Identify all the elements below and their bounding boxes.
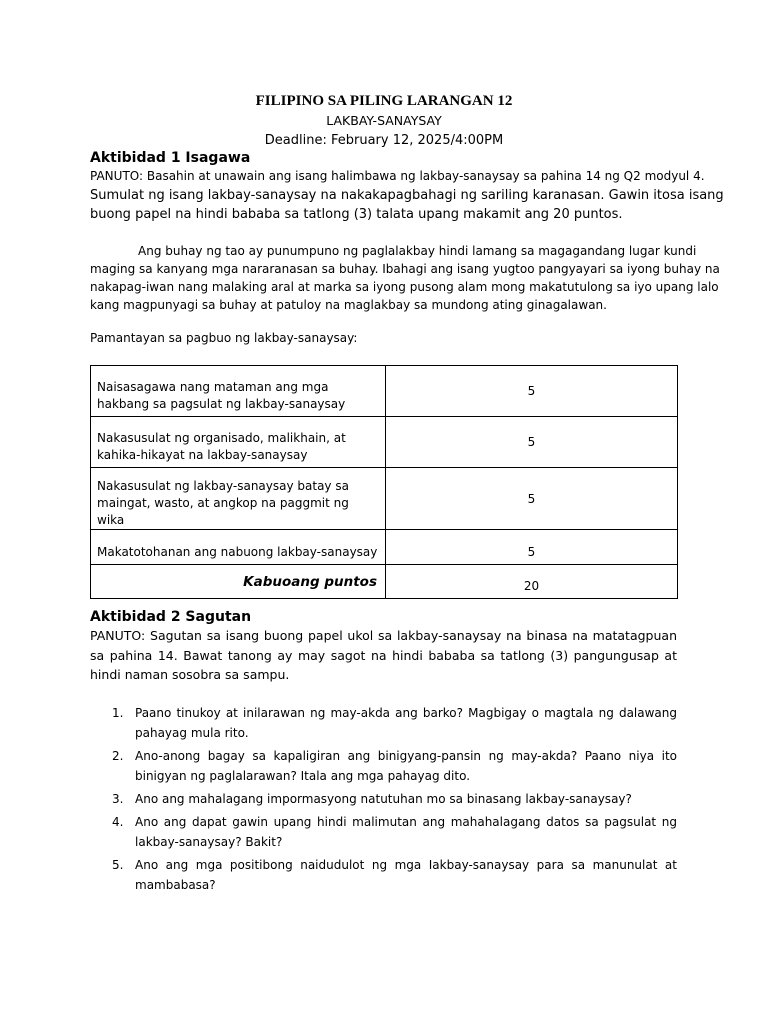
total-points: 20 [386, 565, 678, 599]
activity1-paragraph-line: Ang buhay ng tao ay punumpuno ng paglalakbay hindi lamang sa magagandang lugar kundi [138, 244, 697, 258]
criteria-text: Nakasusulat ng organisado, malikhain, at kahika-hikayat na lakbay-sanaysay [91, 417, 386, 468]
question-text: Ano-anong bagay sa kapaligiran ang binigyang-pansin ng may-akda? Paano niya ito binigyan ng paglalarawan? Itala ang mga pahayag dito. [135, 749, 677, 783]
total-label: Kabuoang puntos [91, 565, 386, 599]
list-item [90, 789, 677, 809]
activity2-heading: Aktibidad 2 Sagutan [90, 609, 252, 625]
activity2-instructions: PANUTO: Sagutan sa isang buong papel ukol sa lakbay-sanaysay na binasa na matatagpuan sa pahina 14. Bawat tanong ay may sagot na hindi bababa sa tatlong (3) pangungusap at hindi naman sosobra sa sampu. [90, 628, 677, 682]
question-number: 4. [112, 815, 124, 829]
list-item [90, 855, 677, 895]
criteria-table [90, 365, 678, 599]
criteria-points: 5 [386, 417, 678, 468]
criteria-points: 5 [386, 366, 678, 417]
question-number: 1. [112, 706, 124, 720]
table-row [91, 417, 678, 468]
activity1-paragraph-line: maging sa kanyang mga nararanasan sa buhay. Ibahagi ang isang yugtoo pangyayari sa iyong buhay na [90, 262, 720, 276]
question-text: Ano ang dapat gawin upang hindi malimutan ang mahahalagang datos sa pagsulat ng lakbay-sanaysay? Bakit? [135, 815, 677, 849]
table-row [91, 468, 678, 530]
activity1-instruction-line: Sumulat ng isang lakbay-sanaysay na nakakapagbahagi ng sariling karanasan. Gawin itosa isang [90, 188, 724, 203]
list-item [90, 746, 677, 786]
activity1-instruction-line: PANUTO: Basahin at unawain ang isang halimbawa ng lakbay-sanaysay sa pahina 14 ng Q2 modyul 4. [90, 169, 705, 183]
table-row [91, 530, 678, 565]
criteria-points: 5 [386, 530, 678, 565]
criteria-text: Nakasusulat ng lakbay-sanaysay batay sa maingat, wasto, at angkop na paggmit ng wika [91, 468, 386, 530]
criteria-label: Pamantayan sa pagbuo ng lakbay-sanaysay: [90, 331, 358, 345]
activity1-paragraph-line: kang magpunyagi sa buhay at patuloy na maglakbay sa mundong ating ginagalawan. [90, 298, 607, 312]
list-item [90, 812, 677, 852]
deadline: Deadline: February 12, 2025/4:00PM [264, 133, 504, 148]
questions-list [90, 703, 677, 898]
question-number: 2. [112, 749, 124, 763]
table-row [91, 366, 678, 417]
list-item [90, 703, 677, 743]
document-subtitle: LAKBAY-SANAYSAY [326, 113, 442, 128]
question-text: Paano tinukoy at inilarawan ng may-akda ang barko? Magbigay o magtala ng dalawang pahayag mula rito. [135, 706, 677, 740]
criteria-text: Naisasagawa nang mataman ang mga hakbang sa pagsulat ng lakbay-sanaysay [91, 366, 386, 417]
question-text: Ano ang mga positibong naidudulot ng mga Iakbay-sanaysay para sa manunulat at mambabasa? [135, 858, 677, 892]
criteria-text: Makatotohanan ang nabuong lakbay-sanaysay [91, 530, 386, 565]
question-number: 3. [112, 792, 124, 806]
criteria-points: 5 [386, 468, 678, 530]
question-number: 5. [112, 858, 124, 872]
document-title: FILIPINO SA PILING LARANGAN 12 [255, 93, 513, 109]
question-text: Ano ang mahalagang impormasyong natutuhan mo sa binasang lakbay-sanaysay? [135, 792, 632, 806]
activity1-paragraph-line: nakapag-iwan nang malaking aral at marka sa iyong pusong alam mong makatutulong sa iyo upang lalo [90, 280, 719, 294]
table-row-total [91, 565, 678, 599]
activity1-instruction-line: buong papel na hindi bababa sa tatlong (3) talata upang makamit ang 20 puntos. [90, 207, 623, 222]
activity1-heading: Aktibidad 1 Isagawa [90, 150, 251, 166]
